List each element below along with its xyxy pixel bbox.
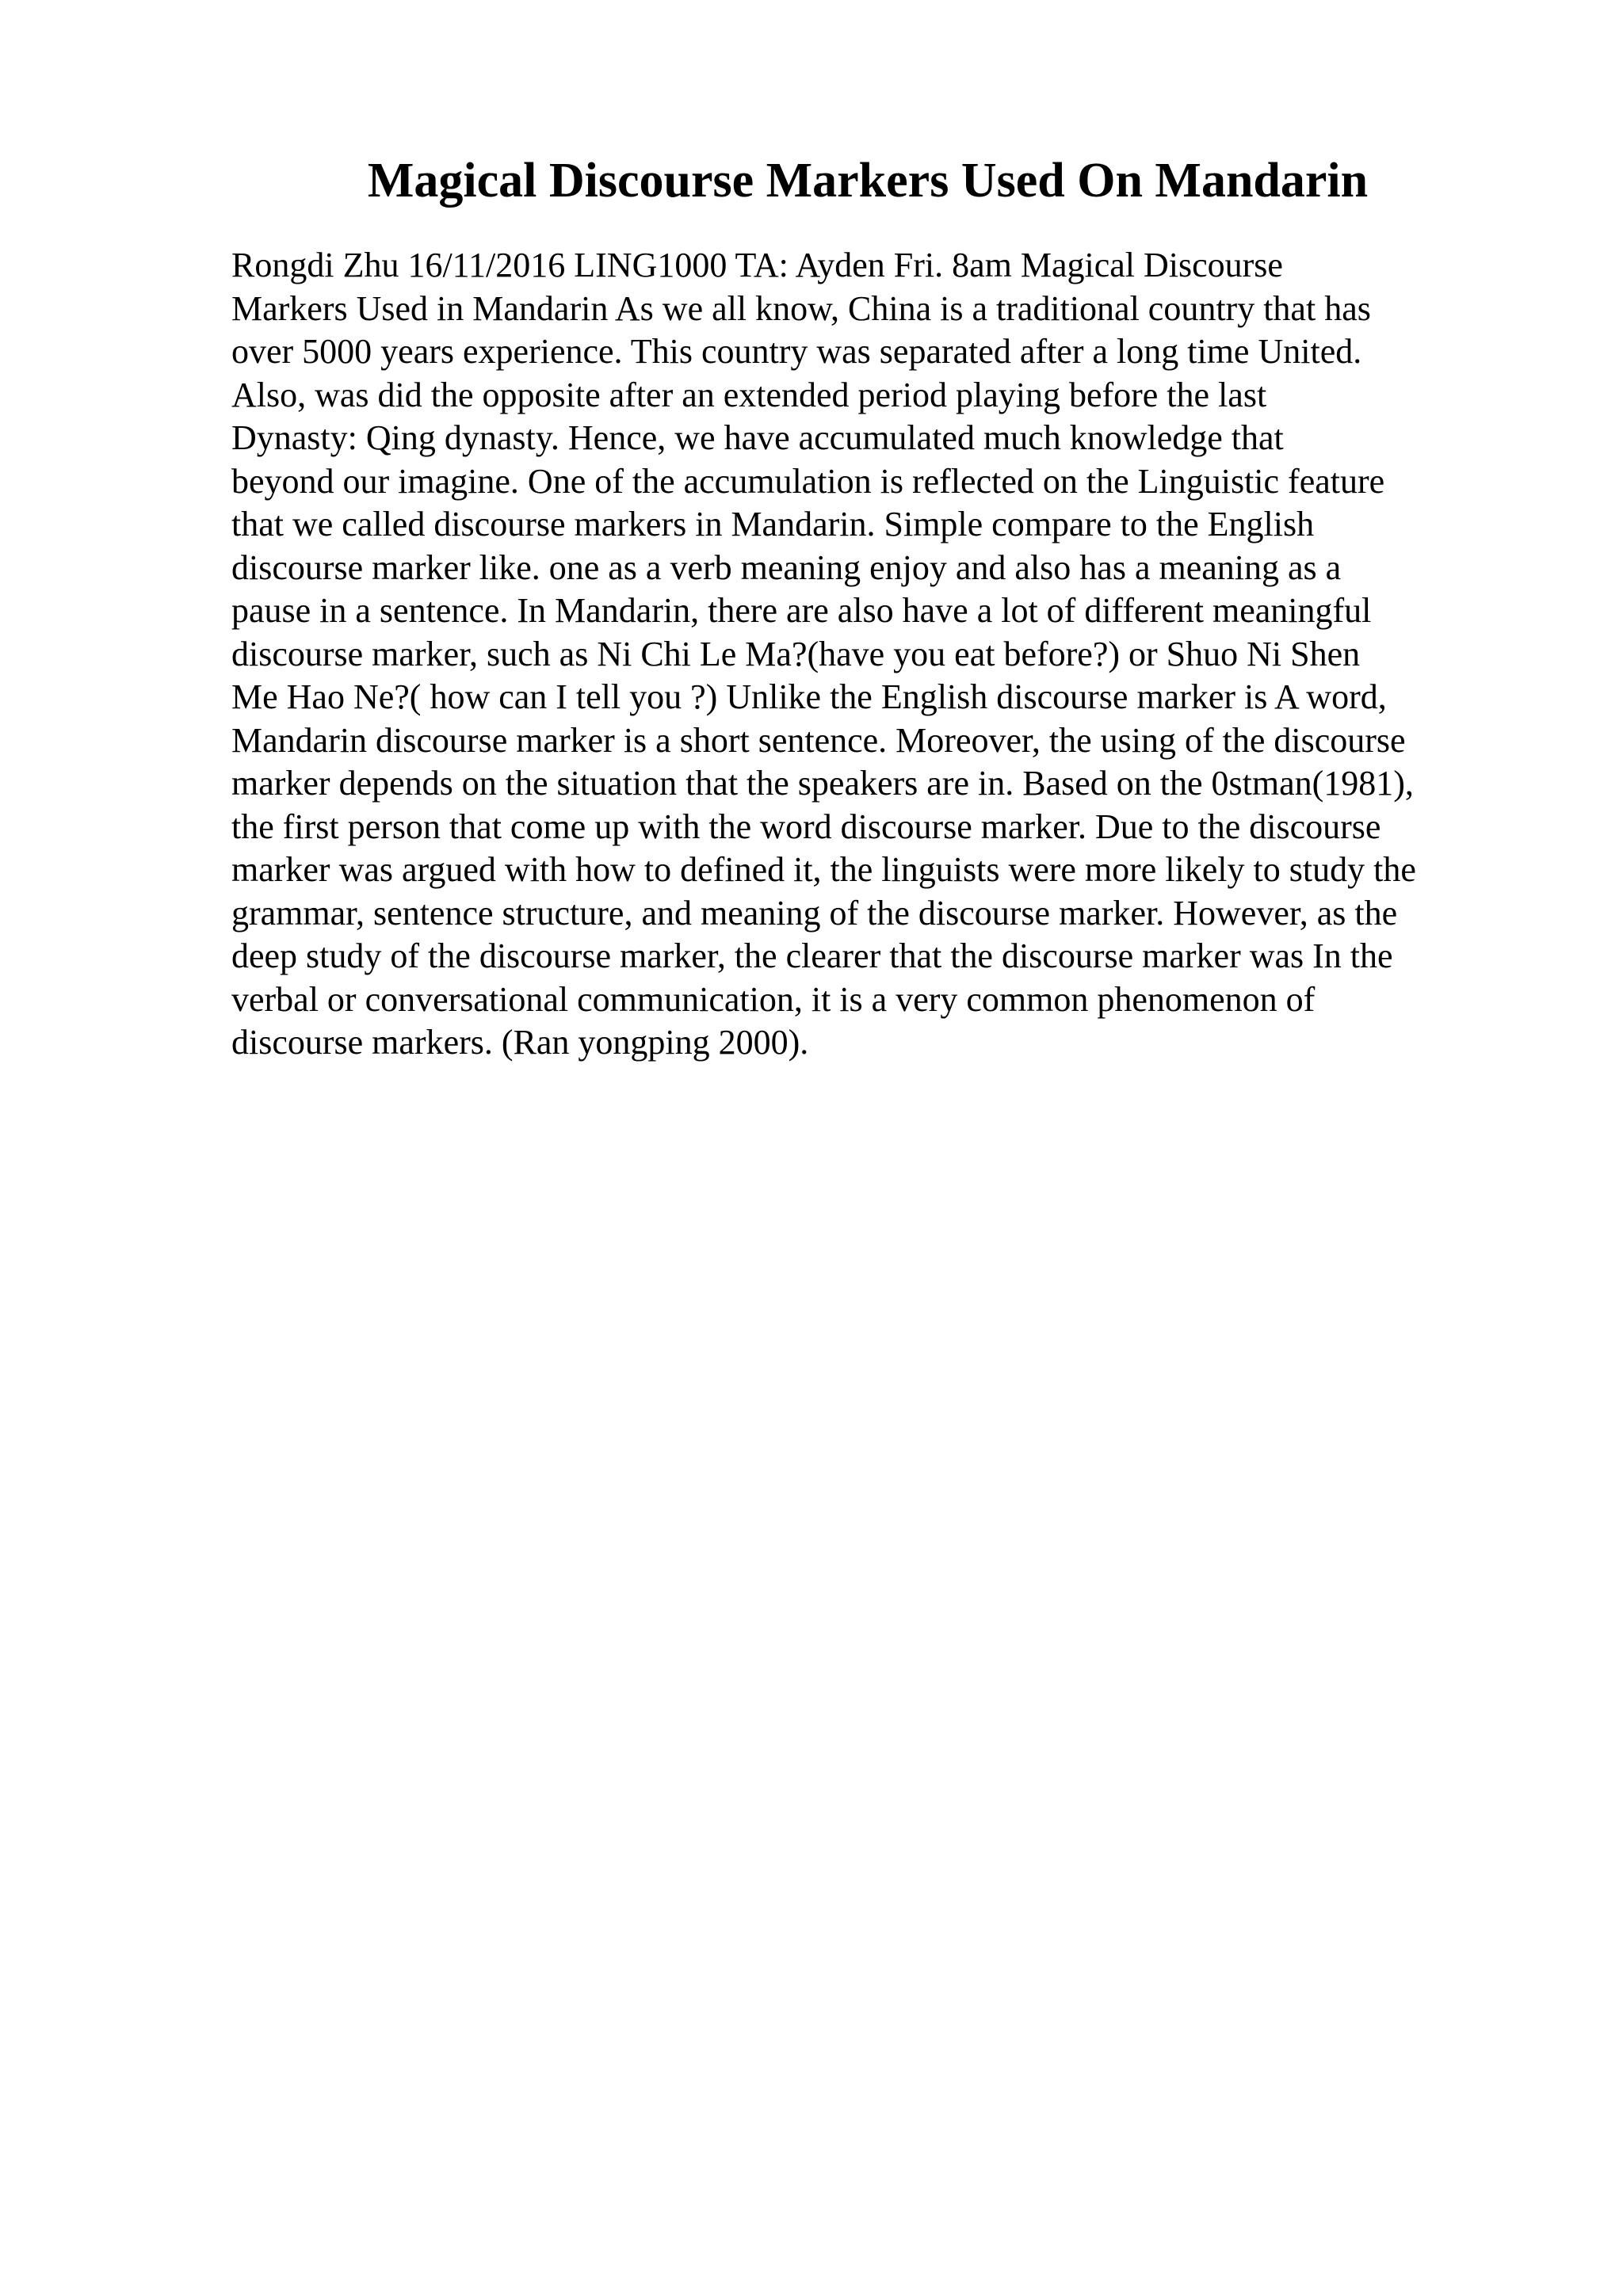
body-line: pause in a sentence. In Mandarin, there are also have a lot of different meaningful — [231, 591, 1372, 630]
body-line: verbal or conversational communication, it is a very common phenomenon of — [231, 979, 1316, 1019]
body-line: Rongdi Zhu 16/11/2016 LING1000 TA: Ayden Fri. 8am Magical Discourse — [231, 246, 1283, 284]
document-body — [231, 244, 1499, 1065]
body-line: beyond our imagine. One of the accumulation is reflected on the Linguistic feature — [231, 461, 1385, 501]
body-line: discourse markers. (Ran yongping 2000). — [231, 1023, 809, 1062]
body-line: deep study of the discourse marker, the clearer that the discourse marker was In the — [231, 936, 1393, 975]
body-line: discourse marker like. one as a verb meaning enjoy and also has a meaning as a — [231, 547, 1342, 587]
body-line: Me Hao Ne?( how can I tell you ?) Unlike the English discourse marker is A word, — [231, 677, 1387, 716]
body-line: Mandarin discourse marker is a short sentence. Moreover, the using of the discourse — [231, 720, 1406, 760]
body-line: the first person that come up with the word discourse marker. Due to the discourse — [231, 807, 1381, 846]
body-line: marker was argued with how to defined it, the linguists were more likely to study the — [231, 850, 1416, 889]
body-line: Markers Used in Mandarin As we all know, China is a traditional country that has — [231, 288, 1371, 328]
body-line: discourse marker, such as Ni Chi Le Ma?(have you eat before?) or Shuo Ni Shen — [231, 634, 1361, 673]
body-line: that we called discourse markers in Mandarin. Simple compare to the English — [231, 505, 1315, 543]
body-line: over 5000 years experience. This country was separated after a long time United. — [231, 332, 1362, 371]
body-line: Also, was did the opposite after an extended period playing before the last — [231, 375, 1267, 414]
body-line: Dynasty: Qing dynasty. Hence, we have accumulated much knowledge that — [231, 418, 1284, 457]
body-line: grammar, sentence structure, and meaning of the discourse marker. However, as the — [231, 893, 1398, 933]
body-line: marker depends on the situation that the speakers are in. Based on the 0stman(1981), — [231, 764, 1414, 803]
document-title: Magical Discourse Markers Used On Mandarin — [367, 154, 1369, 208]
